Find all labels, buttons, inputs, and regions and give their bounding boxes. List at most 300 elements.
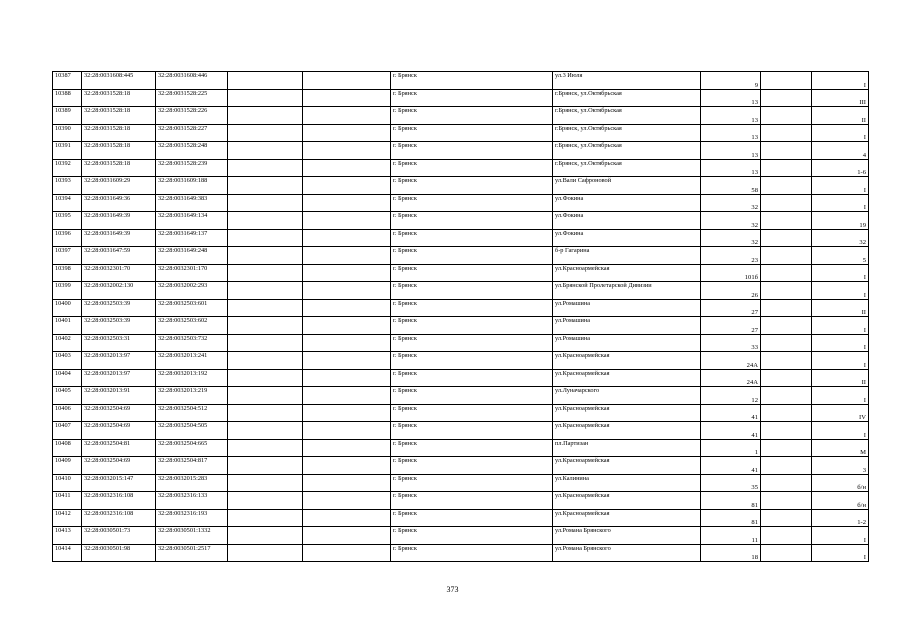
cadastral-number-cell: 32:28:0031528:18 (82, 142, 156, 160)
house-number-cell: 27 (701, 317, 761, 335)
table-row (53, 299, 869, 317)
house-number-cell: 32 (701, 194, 761, 212)
street-cell: ул.Вали Сафроновой (553, 177, 701, 195)
city-cell: г. Брянск (391, 247, 553, 265)
house-number-cell: 41 (701, 422, 761, 440)
premises-number-cell: I (812, 264, 869, 282)
city-cell: г. Брянск (391, 457, 553, 475)
object-cadastral-number-cell: 32:28:0031528:239 (156, 159, 228, 177)
cadastral-number-cell: 32:28:0032002:130 (82, 282, 156, 300)
city-cell: г. Брянск (391, 142, 553, 160)
object-cadastral-number-cell: 32:28:0032013:192 (156, 369, 228, 387)
street-cell: г.Брянск, ул.Октябрьская (553, 124, 701, 142)
house-number-cell: 13 (701, 124, 761, 142)
city-cell: г. Брянск (391, 299, 553, 317)
table-body (53, 72, 869, 562)
object-cadastral-number-cell: 32:28:0031649:248 (156, 247, 228, 265)
row-number-cell: 10399 (53, 282, 82, 300)
empty-cell (228, 142, 303, 160)
row-number-cell: 10407 (53, 422, 82, 440)
row-number-cell: 10411 (53, 492, 82, 510)
table-row (53, 72, 869, 90)
empty-cell (761, 159, 812, 177)
empty-cell (228, 422, 303, 440)
premises-number-cell: 4 (812, 142, 869, 160)
house-number-cell: 13 (701, 89, 761, 107)
cadastral-number-cell: 32:28:0032316:108 (82, 509, 156, 527)
row-number-cell: 10401 (53, 317, 82, 335)
street-cell: ул.Фокина (553, 229, 701, 247)
street-cell: ул.Красноармейская (553, 404, 701, 422)
street-cell: ул.Красноармейская (553, 422, 701, 440)
premises-number-cell: 5 (812, 247, 869, 265)
empty-cell (228, 247, 303, 265)
city-cell: г. Брянск (391, 177, 553, 195)
empty-cell (303, 282, 391, 300)
empty-cell (761, 124, 812, 142)
street-cell: ул.Ромашина (553, 317, 701, 335)
city-cell: г. Брянск (391, 107, 553, 125)
house-number-cell: 81 (701, 509, 761, 527)
cadastral-number-cell: 32:28:0031649:39 (82, 229, 156, 247)
empty-cell (761, 264, 812, 282)
house-number-cell: 32 (701, 212, 761, 230)
house-number-cell: 81 (701, 492, 761, 510)
empty-cell (303, 387, 391, 405)
cadastral-number-cell: 32:28:0031608:445 (82, 72, 156, 90)
city-cell: г. Брянск (391, 527, 553, 545)
house-number-cell: 18 (701, 544, 761, 562)
premises-number-cell: I (812, 527, 869, 545)
object-cadastral-number-cell: 32:28:0032013:219 (156, 387, 228, 405)
table-row (53, 352, 869, 370)
empty-cell (761, 509, 812, 527)
empty-cell (228, 124, 303, 142)
empty-cell (761, 369, 812, 387)
empty-cell (761, 212, 812, 230)
empty-cell (303, 142, 391, 160)
row-number-cell: 10395 (53, 212, 82, 230)
object-cadastral-number-cell: 32:28:0031528:248 (156, 142, 228, 160)
object-cadastral-number-cell: 32:28:0032503:732 (156, 334, 228, 352)
premises-number-cell: 3 (812, 457, 869, 475)
empty-cell (228, 509, 303, 527)
premises-number-cell: I (812, 544, 869, 562)
house-number-cell: 12 (701, 387, 761, 405)
object-cadastral-number-cell: 32:28:0032504:512 (156, 404, 228, 422)
empty-cell (761, 282, 812, 300)
house-number-cell: 13 (701, 142, 761, 160)
empty-cell (228, 492, 303, 510)
row-number-cell: 10394 (53, 194, 82, 212)
object-cadastral-number-cell: 32:28:0031649:383 (156, 194, 228, 212)
empty-cell (228, 317, 303, 335)
empty-cell (303, 404, 391, 422)
table-row (53, 247, 869, 265)
empty-cell (228, 229, 303, 247)
street-cell: ул.Красноармейская (553, 492, 701, 510)
premises-number-cell: 1-2 (812, 509, 869, 527)
city-cell: г. Брянск (391, 492, 553, 510)
table-row (53, 212, 869, 230)
cadastral-number-cell: 32:28:0032504:81 (82, 439, 156, 457)
table-row (53, 422, 869, 440)
empty-cell (228, 387, 303, 405)
table-row (53, 194, 869, 212)
cadastral-number-cell: 32:28:0032301:70 (82, 264, 156, 282)
object-cadastral-number-cell: 32:28:0031609:188 (156, 177, 228, 195)
registry-table (52, 71, 869, 562)
premises-number-cell: III (812, 89, 869, 107)
table-row (53, 264, 869, 282)
empty-cell (761, 439, 812, 457)
row-number-cell: 10414 (53, 544, 82, 562)
object-cadastral-number-cell: 32:28:0031528:226 (156, 107, 228, 125)
cadastral-number-cell: 32:28:0032503:39 (82, 317, 156, 335)
house-number-cell: 24А (701, 352, 761, 370)
street-cell: б-р Гагарина (553, 247, 701, 265)
street-cell: ул.Красноармейская (553, 457, 701, 475)
empty-cell (761, 299, 812, 317)
table-row (53, 124, 869, 142)
row-number-cell: 10397 (53, 247, 82, 265)
empty-cell (228, 89, 303, 107)
street-cell: ул.Брянской Пролетарской Дивизии (553, 282, 701, 300)
premises-number-cell: 1-6 (812, 159, 869, 177)
street-cell: ул.Красноармейская (553, 369, 701, 387)
empty-cell (761, 247, 812, 265)
premises-number-cell: б/н (812, 492, 869, 510)
empty-cell (303, 474, 391, 492)
table-row (53, 317, 869, 335)
street-cell: ул.Луначарского (553, 387, 701, 405)
city-cell: г. Брянск (391, 422, 553, 440)
city-cell: г. Брянск (391, 509, 553, 527)
street-cell: ул.Ромашина (553, 299, 701, 317)
cadastral-number-cell: 32:28:0032504:69 (82, 404, 156, 422)
empty-cell (303, 177, 391, 195)
empty-cell (303, 439, 391, 457)
empty-cell (303, 264, 391, 282)
row-number-cell: 10402 (53, 334, 82, 352)
row-number-cell: 10405 (53, 387, 82, 405)
cadastral-number-cell: 32:28:0032013:97 (82, 369, 156, 387)
empty-cell (761, 317, 812, 335)
empty-cell (228, 544, 303, 562)
object-cadastral-number-cell: 32:28:0032316:133 (156, 492, 228, 510)
row-number-cell: 10404 (53, 369, 82, 387)
table-row (53, 509, 869, 527)
city-cell: г. Брянск (391, 474, 553, 492)
cadastral-number-cell: 32:28:0032503:39 (82, 299, 156, 317)
object-cadastral-number-cell: 32:28:0032504:817 (156, 457, 228, 475)
object-cadastral-number-cell: 32:28:0032316:193 (156, 509, 228, 527)
empty-cell (228, 194, 303, 212)
city-cell: г. Брянск (391, 404, 553, 422)
table-row (53, 439, 869, 457)
empty-cell (303, 194, 391, 212)
premises-number-cell: I (812, 194, 869, 212)
row-number-cell: 10398 (53, 264, 82, 282)
street-cell: ул.Романа Брянского (553, 544, 701, 562)
empty-cell (303, 492, 391, 510)
table-row (53, 492, 869, 510)
city-cell: г. Брянск (391, 544, 553, 562)
premises-number-cell: II (812, 369, 869, 387)
table-row (53, 544, 869, 562)
empty-cell (761, 492, 812, 510)
object-cadastral-number-cell: 32:28:0032013:241 (156, 352, 228, 370)
street-cell: ул.Фокина (553, 212, 701, 230)
house-number-cell: 41 (701, 457, 761, 475)
object-cadastral-number-cell: 32:28:0030501:1332 (156, 527, 228, 545)
empty-cell (303, 509, 391, 527)
table-row (53, 334, 869, 352)
object-cadastral-number-cell: 32:28:0032002:293 (156, 282, 228, 300)
street-cell: ул.Красноармейская (553, 509, 701, 527)
row-number-cell: 10388 (53, 89, 82, 107)
cadastral-number-cell: 32:28:0031528:18 (82, 107, 156, 125)
empty-cell (303, 334, 391, 352)
premises-number-cell: I (812, 352, 869, 370)
street-cell: г.Брянск, ул.Октябрьская (553, 107, 701, 125)
row-number-cell: 10389 (53, 107, 82, 125)
empty-cell (303, 107, 391, 125)
empty-cell (228, 369, 303, 387)
empty-cell (761, 177, 812, 195)
cadastral-number-cell: 32:28:0031649:36 (82, 194, 156, 212)
cadastral-number-cell: 32:28:0031647:59 (82, 247, 156, 265)
house-number-cell: 1 (701, 439, 761, 457)
table-row (53, 457, 869, 475)
premises-number-cell: I (812, 334, 869, 352)
premises-number-cell: I (812, 387, 869, 405)
cadastral-number-cell: 32:28:0032013:97 (82, 352, 156, 370)
house-number-cell: 27 (701, 299, 761, 317)
cadastral-number-cell: 32:28:0032316:108 (82, 492, 156, 510)
table-row (53, 369, 869, 387)
empty-cell (761, 544, 812, 562)
house-number-cell: 11 (701, 527, 761, 545)
empty-cell (303, 159, 391, 177)
cadastral-number-cell: 32:28:0031649:39 (82, 212, 156, 230)
house-number-cell: 9 (701, 72, 761, 90)
row-number-cell: 10403 (53, 352, 82, 370)
house-number-cell: 13 (701, 107, 761, 125)
empty-cell (228, 299, 303, 317)
empty-cell (761, 229, 812, 247)
street-cell: ул.Ромашина (553, 334, 701, 352)
cadastral-number-cell: 32:28:0030501:98 (82, 544, 156, 562)
empty-cell (303, 212, 391, 230)
house-number-cell: 33 (701, 334, 761, 352)
empty-cell (303, 124, 391, 142)
page-number: 373 (446, 585, 459, 594)
table-row (53, 89, 869, 107)
premises-number-cell: 32 (812, 229, 869, 247)
empty-cell (761, 422, 812, 440)
city-cell: г. Брянск (391, 72, 553, 90)
empty-cell (228, 352, 303, 370)
city-cell: г. Брянск (391, 352, 553, 370)
street-cell: ул.3 Июля (553, 72, 701, 90)
house-number-cell: 26 (701, 282, 761, 300)
table-row (53, 387, 869, 405)
object-cadastral-number-cell: 32:28:0032301:170 (156, 264, 228, 282)
cadastral-number-cell: 32:28:0032013:91 (82, 387, 156, 405)
premises-number-cell: I (812, 177, 869, 195)
empty-cell (303, 72, 391, 90)
row-number-cell: 10390 (53, 124, 82, 142)
premises-number-cell: I (812, 282, 869, 300)
house-number-cell: 58 (701, 177, 761, 195)
object-cadastral-number-cell: 32:28:0031528:225 (156, 89, 228, 107)
cadastral-number-cell: 32:28:0032503:31 (82, 334, 156, 352)
row-number-cell: 10400 (53, 299, 82, 317)
cadastral-number-cell: 32:28:0031528:18 (82, 159, 156, 177)
empty-cell (228, 457, 303, 475)
cadastral-number-cell: 32:28:0030501:73 (82, 527, 156, 545)
street-cell: г.Брянск, ул.Октябрьская (553, 159, 701, 177)
empty-cell (303, 422, 391, 440)
row-number-cell: 10410 (53, 474, 82, 492)
empty-cell (303, 317, 391, 335)
empty-cell (761, 72, 812, 90)
table-row (53, 474, 869, 492)
house-number-cell: 23 (701, 247, 761, 265)
cadastral-number-cell: 32:28:0032015:147 (82, 474, 156, 492)
house-number-cell: 101б (701, 264, 761, 282)
table-row (53, 159, 869, 177)
table-row (53, 527, 869, 545)
row-number-cell: 10409 (53, 457, 82, 475)
empty-cell (228, 334, 303, 352)
empty-cell (228, 264, 303, 282)
city-cell: г. Брянск (391, 317, 553, 335)
empty-cell (228, 282, 303, 300)
street-cell: ул.Калинина (553, 474, 701, 492)
empty-cell (303, 527, 391, 545)
city-cell: г. Брянск (391, 159, 553, 177)
empty-cell (303, 229, 391, 247)
cadastral-number-cell: 32:28:0032504:69 (82, 457, 156, 475)
row-number-cell: 10413 (53, 527, 82, 545)
city-cell: г. Брянск (391, 387, 553, 405)
table-row (53, 142, 869, 160)
empty-cell (228, 177, 303, 195)
city-cell: г. Брянск (391, 369, 553, 387)
empty-cell (761, 474, 812, 492)
empty-cell (228, 527, 303, 545)
row-number-cell: 10392 (53, 159, 82, 177)
house-number-cell: 24А (701, 369, 761, 387)
empty-cell (303, 544, 391, 562)
premises-number-cell: I (812, 422, 869, 440)
empty-cell (228, 212, 303, 230)
table-row (53, 404, 869, 422)
street-cell: ул.Фокина (553, 194, 701, 212)
empty-cell (228, 474, 303, 492)
cadastral-number-cell: 32:28:0031609:29 (82, 177, 156, 195)
object-cadastral-number-cell: 32:28:0031649:134 (156, 212, 228, 230)
row-number-cell: 10406 (53, 404, 82, 422)
city-cell: г. Брянск (391, 124, 553, 142)
row-number-cell: 10387 (53, 72, 82, 90)
premises-number-cell: II (812, 107, 869, 125)
empty-cell (228, 439, 303, 457)
premises-number-cell: M (812, 439, 869, 457)
house-number-cell: 13 (701, 159, 761, 177)
table-row (53, 107, 869, 125)
empty-cell (761, 334, 812, 352)
row-number-cell: 10408 (53, 439, 82, 457)
house-number-cell: 32 (701, 229, 761, 247)
table-row (53, 177, 869, 195)
street-cell: ул.Романа Брянского (553, 527, 701, 545)
city-cell: г. Брянск (391, 194, 553, 212)
empty-cell (303, 457, 391, 475)
empty-cell (761, 387, 812, 405)
empty-cell (761, 352, 812, 370)
premises-number-cell: I (812, 317, 869, 335)
premises-number-cell: I (812, 72, 869, 90)
row-number-cell: 10412 (53, 509, 82, 527)
street-cell: пл.Партизан (553, 439, 701, 457)
premises-number-cell: 19 (812, 212, 869, 230)
city-cell: г. Брянск (391, 212, 553, 230)
house-number-cell: 41 (701, 404, 761, 422)
object-cadastral-number-cell: 32:28:0031608:446 (156, 72, 228, 90)
empty-cell (761, 527, 812, 545)
object-cadastral-number-cell: 32:28:0030501:2517 (156, 544, 228, 562)
empty-cell (761, 404, 812, 422)
object-cadastral-number-cell: 32:28:0032503:601 (156, 299, 228, 317)
object-cadastral-number-cell: 32:28:0032015:283 (156, 474, 228, 492)
cadastral-number-cell: 32:28:0032504:69 (82, 422, 156, 440)
city-cell: г. Брянск (391, 334, 553, 352)
table-row (53, 282, 869, 300)
city-cell: г. Брянск (391, 89, 553, 107)
cadastral-number-cell: 32:28:0031528:18 (82, 89, 156, 107)
table-row (53, 229, 869, 247)
object-cadastral-number-cell: 32:28:0031649:137 (156, 229, 228, 247)
premises-number-cell: IV (812, 404, 869, 422)
city-cell: г. Брянск (391, 439, 553, 457)
object-cadastral-number-cell: 32:28:0032504:505 (156, 422, 228, 440)
empty-cell (761, 457, 812, 475)
premises-number-cell: I (812, 124, 869, 142)
row-number-cell: 10396 (53, 229, 82, 247)
city-cell: г. Брянск (391, 229, 553, 247)
empty-cell (761, 142, 812, 160)
empty-cell (303, 352, 391, 370)
row-number-cell: 10391 (53, 142, 82, 160)
cadastral-number-cell: 32:28:0031528:18 (82, 124, 156, 142)
empty-cell (761, 107, 812, 125)
object-cadastral-number-cell: 32:28:0032504:665 (156, 439, 228, 457)
premises-number-cell: б/н (812, 474, 869, 492)
empty-cell (761, 194, 812, 212)
street-cell: ул.Красноармейская (553, 352, 701, 370)
premises-number-cell: II (812, 299, 869, 317)
empty-cell (228, 404, 303, 422)
empty-cell (761, 89, 812, 107)
object-cadastral-number-cell: 32:28:0031528:227 (156, 124, 228, 142)
empty-cell (303, 247, 391, 265)
empty-cell (303, 369, 391, 387)
street-cell: ул.Красноармейская (553, 264, 701, 282)
empty-cell (228, 107, 303, 125)
